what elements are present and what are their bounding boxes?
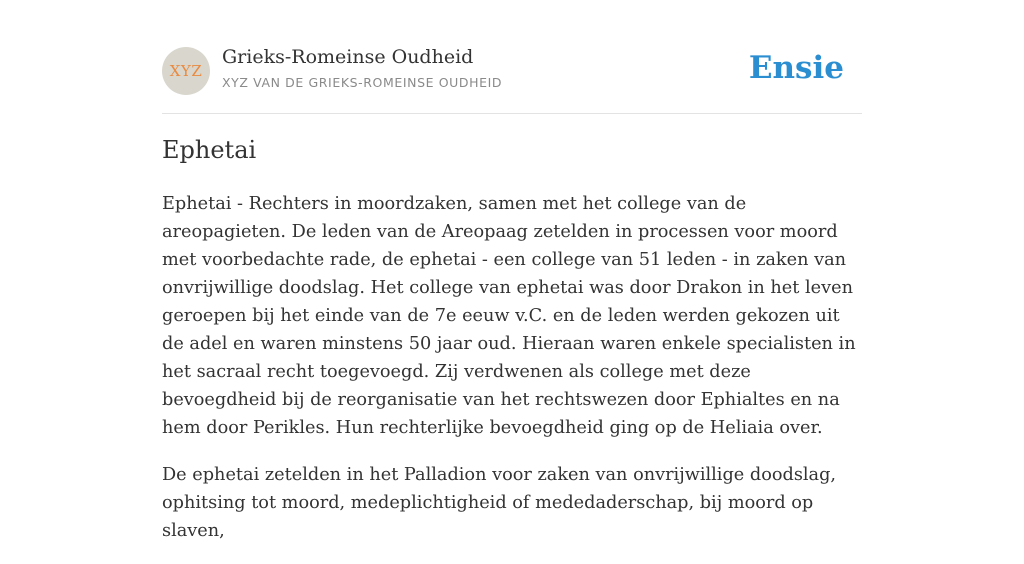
ensie-logo-link[interactable]: Ensie <box>748 50 844 86</box>
source-subtitle[interactable]: XYZ VAN DE GRIEKS-ROMEINSE OUDHEID <box>222 75 503 90</box>
article-paragraph: Ephetai - Rechters in moordzaken, samen met het college van de areopagieten. De leden van de Areopaag zetelden in processen voor moord met voorbedachte rade, de ephetai - een college van 51 leden - in zaken van onvrijwillige doodslag. Het college van ephetai was door Drakon in het leven geroepen bij het einde van de 7e eeuw v.C. en de leden werden gekozen uit de adel en waren minstens 50 jaar oud. Hieraan waren enkele specialisten in het sacraal recht toegevoegd. Zij verdwenen als college met deze bevoegdheid bij de reorganisatie van het rechtswezen door Ephialtes en na hem door Perikles. Hun rechterlijke bevoegdheid ging op de Heliaia over. <box>162 194 856 438</box>
source-header <box>162 0 862 114</box>
article-title: Ephetai <box>162 136 257 164</box>
article-paragraph: De ephetai zetelden in het Palladion voor zaken van onvrijwillige doodslag, ophitsing tot moord, medeplichtigheid of mededaderschap, bij moord op slaven, <box>162 465 837 541</box>
source-title[interactable]: Grieks-Romeinse Oudheid <box>222 46 474 68</box>
source-avatar[interactable]: XYZ <box>162 47 210 95</box>
article-body <box>162 190 862 564</box>
content-column <box>162 0 862 541</box>
